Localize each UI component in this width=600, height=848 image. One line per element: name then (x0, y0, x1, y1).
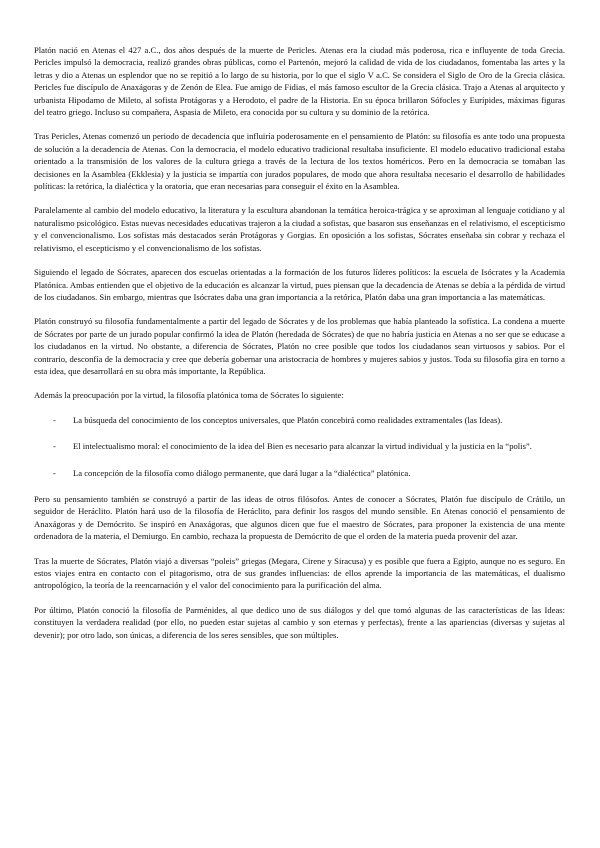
paragraph-travels: Tras la muerte de Sócrates, Platón viajó a diversas “poleis” griegas (Megara, Cirene y Siracusa) y es posible que fuera a Egipto, aunque no es seguro. En estos viajes entra en contacto con el pitagorismo, otra de sus grandes influencias: de ellos aprende la importancia de las matemáticas, el dualismo antropológico, la teoría de la reencarnación y el valor del conocimiento para la purificación del alma. (34, 555, 565, 591)
list-item (34, 440, 565, 452)
paragraph-sophists: Paralelamente al cambio del modelo educativo, la literatura y la escultura abandonan la temática heroica-trágica y se aproximan al lenguaje cotidiano y al naturalismo psicológico. Estas nuevas necesidades educativas trajeron a la ciudad a sofistas, que basaron sus enseñanzas en el relativismo, el escepticismo y el convencionalismo. Los sofistas más destacados serán Protágoras y Gorgias. En oposición a los sofistas, Sócrates enseñaba sin cobrar y rechaza el relativismo, el escepticismo y el convencionalismo de los sofistas. (34, 205, 565, 253)
document-page (34, 44, 565, 653)
paragraph-socratic-legacy: Platón construyó su filosofía fundamentalmente a partir del legado de Sócrates y de los problemas que había planteado la sofística. La condena a muerte de Sócrates por parte de un jurado popular confirmó la idea de Platón (heredada de Sócrates) de que no habría justicia en Atenas a no ser que se educase a los ciudadanos en la virtud. No obstante, a diferencia de Sócrates, Platón no cree posible que todos los ciudadanos sean virtuosos y sabios. Por el contrario, desconfía de la democracia y cree que debería gobernar una aristocracia de hombres y mujeres sabios y justos. Toda su filosofía gira en torno a esta idea, que desarrollará en su obra más importante, la República. (34, 316, 565, 376)
socrates-influence-list (34, 414, 565, 479)
paragraph-schools: Siguiendo el legado de Sócrates, aparecen dos escuelas orientadas a la formación de los futuros líderes políticos: la escuela de Isócrates y la Academia Platónica. Ambas entienden que el objetivo de la educación es alcanzar la virtud, pues piensan que la decadencia de Atenas se debía a la pérdida de virtud de los ciudadanos. Sin embargo, mientras que Isócrates daba una gran importancia a la retórica, Platón daba una gran importancia a las matemáticas. (34, 267, 565, 302)
list-item (34, 467, 565, 479)
paragraph-parmenides: Por último, Platón conoció la filosofía de Parménides, al que dedico uno de sus diálogos y del que tomó algunas de las características de las Ideas: constituyen la verdadera realidad (por ello, no pueden estar sujetas al cambio y son eternas y perfectas), frente a las apariencias (diversas y sujetas al devenir); por otro lado, son únicas, a diferencia de los seres sensibles, que son múltiples. (34, 604, 565, 640)
list-item-text: La búsqueda del conocimiento de los conceptos universales, que Platón concebirá como realidades extramentales (las Ideas). (73, 414, 503, 425)
bullet-dash: - (53, 441, 56, 452)
paragraph-intro-athens: Platón nació en Atenas el 427 a.C., dos años después de la muerte de Pericles. Atenas era la ciudad más poderosa, rica e influyente de toda Grecia. Pericles impulsó la democracia, realizó grandes obras públicas, como el Partenón, mejoró la calidad de vida de los ciudadanos, fomentaba las artes y la letras y dio a Atenas un esplendor que no se repitió a lo largo de su historia, por lo que el siglo V a.C. Se considera el Siglo de Oro de la Grecia clásica. Pericles fue discípulo de Anaxágoras y de Zenón de Elea. Fue amigo de Fidias, el más famoso escultor de la Grecia clásica. Trajo a Atenas al arquitecto y urbanista Hipodamo de Mileto, al sofista Protágoras y a Herodoto, el padre de la Historia. En su época brillaron Sófocles y Eurípides, máximas figuras del teatro griego. Incluso su compañera, Aspasia de Mileto, era conocida por su cultura y su dominio de la retórica. (34, 45, 565, 118)
list-item (34, 414, 565, 426)
bullet-dash: - (53, 467, 56, 478)
paragraph-other-philosophers: Pero su pensamiento también se construyó a partir de las ideas de otros filósofos. Antes de conocer a Sócrates, Platón fue discípulo de Crátilo, un seguidor de Heráclito. Platón hará uso de la filosofía de Heráclito, para definir los rasgos del mundo sensible. En Atenas conoció el pensamiento de Anaxágoras y de Demócrito. Se inspiró en Anaxágoras, que algunos dicen que fue el maestro de Sócrates, para proponer la existencia de una mente ordenadora de la materia, el Demiurgo. En cambio, rechaza la propuesta de Demócrito de que el orden de la materia pueda provenir del azar. (34, 493, 565, 542)
bullet-dash: - (53, 414, 56, 425)
paragraph-bullet-intro: Además la preocupación por la virtud, la filosofía platónica toma de Sócrates lo siguiente: (34, 390, 344, 401)
list-item-text: El intelectualismo moral: el conocimiento de la idea del Bien es necesario para alcanzar la virtud individual y la justicia en la “polis”. (73, 441, 532, 452)
paragraph-decadence: Tras Pericles, Atenas comenzó un periodo de decadencia que influiría poderosamente en el pensamiento de Platón: su filosofía es ante todo una propuesta de solución a la decadencia de Atenas. Con la democracia, el modelo educativo tradicional resultaba insuficiente. El modelo educativo tradicional estaba orientado a la transmisión de los valores de la cultura griega a través de la lectura de los textos homéricos. Pero en la democracia se tomaban las decisiones en la Asamblea (Ekklesia) y la justicia se impartía con jurados populares, de modo que ahora resultaba necesario el desarrollo de habilidades políticas: la retórica, la dialéctica y la oratoria, que eran necesarias para conseguir el éxito en la Asamblea. (34, 131, 565, 192)
list-item-text: La concepción de la filosofía como diálogo permanente, que dará lugar a la “dialéctica” platónica. (73, 467, 411, 478)
